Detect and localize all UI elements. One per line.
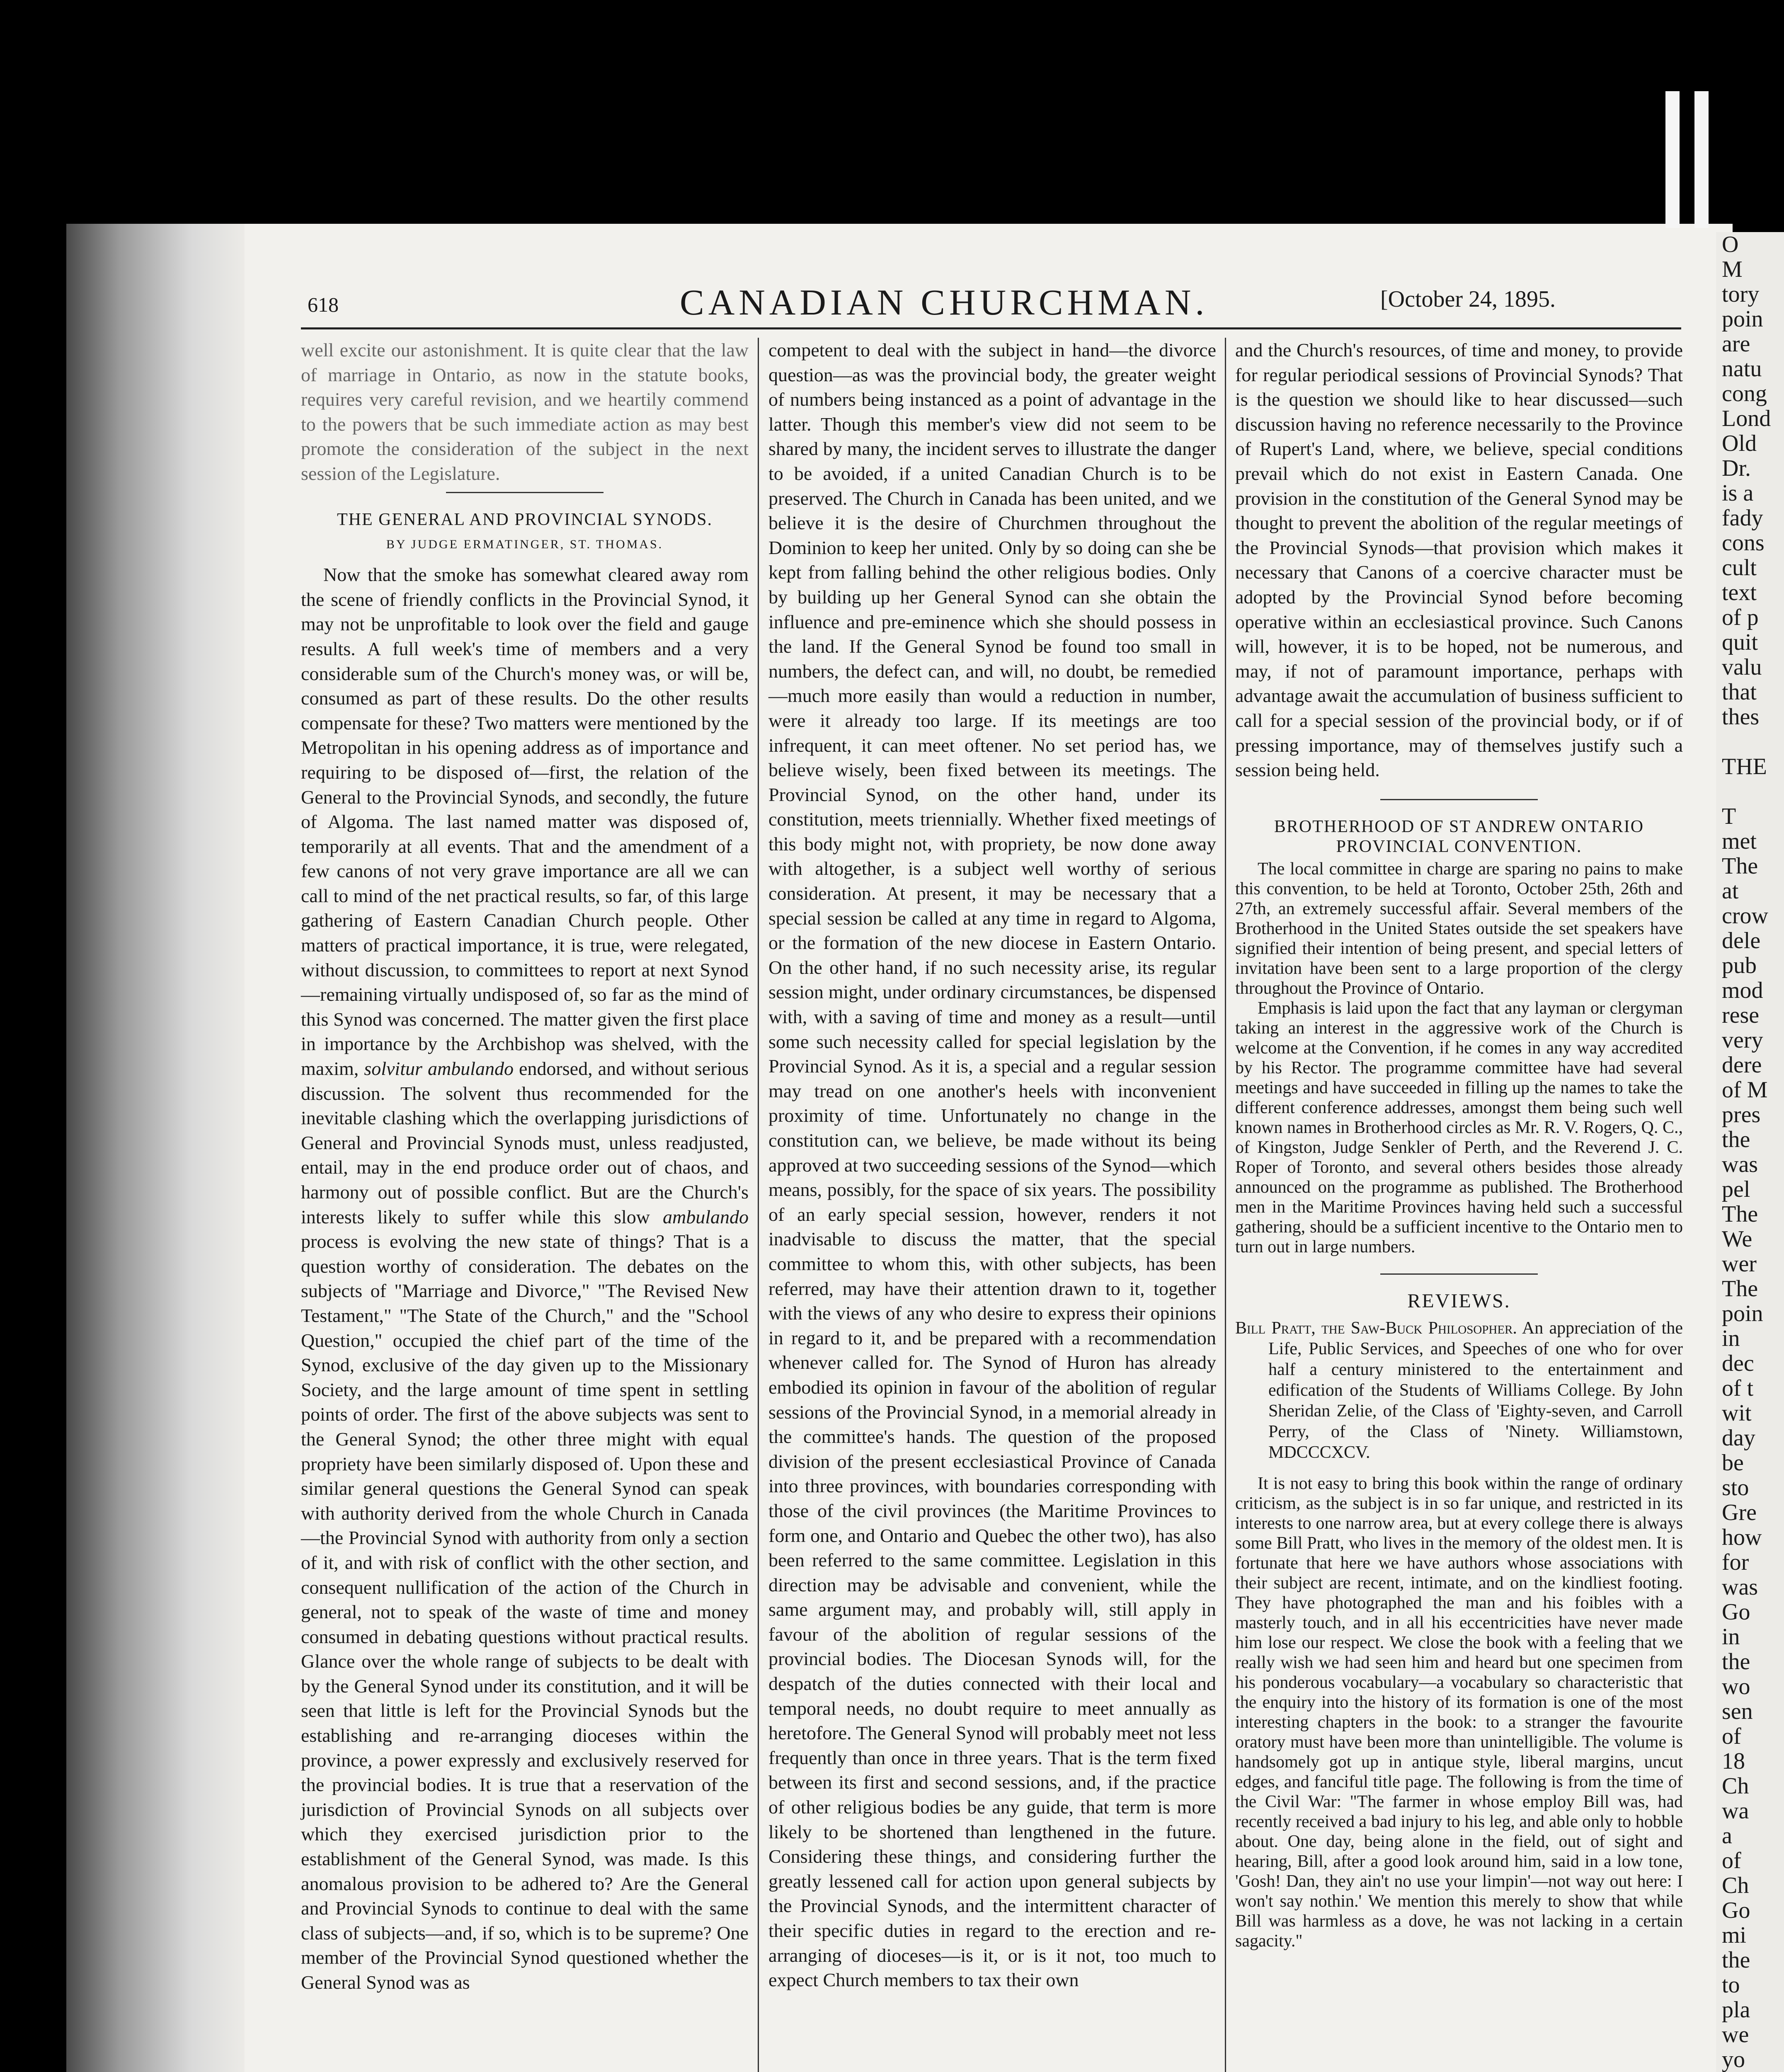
adjacent-page-text: rese	[1722, 1002, 1760, 1028]
adjacent-page-text: The	[1722, 1276, 1758, 1302]
masthead-title: CANADIAN CHURCHMAN.	[680, 283, 1209, 323]
adjacent-page-text: Lond	[1722, 406, 1771, 431]
issue-date: [October 24, 1895.	[1380, 286, 1556, 312]
brotherhood-paragraph: Emphasis is laid upon the fact that any layman or clergyman taking an interest in the aggressive work of the Church is welcome at the Convention, if he comes in any way accredited by his Rector. The programme committee have had several meetings and have succeeded in filling up the names to take the different conference addresses, amongst them being such well known names in Brotherhood circles as Mr. R. V. Rogers, Q. C., of Kingston, Judge Senkler of Perth, and the Reverend J. C. Roper of Toronto, and several others besides those already announced on the programme as published. The Brotherhood men in the Maritime Provinces having held such a successful gathering, should be a sufficient incentive to the Ontario men to turn out in large numbers.	[1235, 998, 1683, 1256]
column-2	[768, 338, 1216, 1992]
adjacent-page-text: wer	[1722, 1251, 1757, 1277]
adjacent-page-text: 18	[1722, 1748, 1745, 1774]
adjacent-page-text: be	[1722, 1450, 1744, 1476]
adjacent-page-text: thes	[1722, 704, 1760, 730]
article-separator	[446, 492, 604, 493]
review-body: It is not easy to bring this book within the range of ordinary criticism, as the subject is in so far unique, and restricted in its interests to one narrow area, but at every college there is always some Bill Pratt, who lives in the memory of the oldest men. It is fortunate that here we have authors whose associations with their subject are recent, intimate, and on the kindliest footing. They have photographed the man and his foibles with a masterly touch, and in all his eccentricities have never made him lose our respect. We close the book with a feeling that we really wish we had seen him and heard but one specimen from his ponderous vocabulary—a vocabulary so characteristic that the enquiry into the history of its formation is one of the most interesting chapters in the book: to a stranger the favourite oratory must have been more than unintelligible. The volume is handsomely got up in antique style, liberal margins, uncut edges, and fanciful title page. The following is from the time of the Civil War: "The farmer in whose employ Bill was, had recently received a bad injury to his leg, and able only to hobble about. One day, being alone in the field, out of sight and hearing, Bill, after a good look around him, said in a low tone, 'Gosh! Dan, they ain't no use your limpin'—not way out here: I won't say nothin.' We mention this merely to show that while Bill was harmless as a dove, he was not lacking in a certain sagacity."	[1235, 1474, 1683, 1951]
page-gutter-shadow	[66, 224, 245, 2072]
adjacent-page-text: of	[1722, 1723, 1741, 1749]
column-divider	[1225, 338, 1226, 2072]
scan-marker-bar	[1665, 91, 1680, 228]
adjacent-page-text: text	[1722, 580, 1757, 605]
adjacent-page-text: Ch	[1722, 1873, 1749, 1898]
page-number: 618	[308, 293, 339, 316]
brotherhood-title: BROTHERHOOD OF ST ANDREW ONTARIO	[1274, 817, 1644, 836]
adjacent-page-text: quit	[1722, 629, 1758, 655]
adjacent-page-text: T	[1722, 804, 1736, 829]
adjacent-page-text: of M	[1722, 1077, 1768, 1103]
adjacent-page-text: natu	[1722, 356, 1762, 382]
adjacent-page-text: Old	[1722, 431, 1757, 456]
adjacent-page-text: of t	[1722, 1375, 1754, 1401]
adjacent-page-text: the	[1722, 1127, 1750, 1152]
adjacent-page-text: pres	[1722, 1102, 1761, 1128]
carryover-paragraph: well excite our astonishment. It is quite clear that the law of marriage in Ontario, as now in the statute books, requires very careful revision, and we heartily commend to the powers that be such immediate action as may best promote the consideration of the subject in the next session of the Legislature.	[301, 339, 749, 484]
adjacent-page-text: yo	[1722, 2047, 1745, 2072]
adjacent-page-text: in	[1722, 1326, 1740, 1351]
adjacent-page-text: of	[1722, 1848, 1741, 1874]
adjacent-page-text: how	[1722, 1525, 1762, 1550]
adjacent-page-text: poin	[1722, 306, 1763, 332]
adjacent-page-text: the	[1722, 1947, 1750, 1973]
column-3	[1235, 338, 1683, 1951]
adjacent-page-text: We	[1722, 1226, 1752, 1252]
adjacent-page-text: THE	[1722, 754, 1767, 779]
adjacent-page-text: was	[1722, 1152, 1758, 1177]
adjacent-page-text: sto	[1722, 1475, 1749, 1501]
adjacent-page-text: The	[1722, 853, 1758, 879]
adjacent-page-text: Ch	[1722, 1773, 1749, 1799]
adjacent-page-text: cons	[1722, 530, 1765, 556]
adjacent-page-text: in	[1722, 1624, 1740, 1650]
adjacent-page-text: mi	[1722, 1922, 1747, 1948]
adjacent-page-text: very	[1722, 1027, 1763, 1053]
adjacent-page-text: tory	[1722, 281, 1760, 307]
adjacent-page-text: dec	[1722, 1351, 1754, 1376]
adjacent-page-text: dere	[1722, 1052, 1762, 1078]
adjacent-page-text: cong	[1722, 381, 1767, 407]
adjacent-page-text: the	[1722, 1649, 1750, 1675]
adjacent-page-text: wit	[1722, 1400, 1752, 1426]
adjacent-page-text: cult	[1722, 555, 1757, 581]
adjacent-page-text: crow	[1722, 903, 1768, 929]
article-body: Now that the smoke has somewhat cleared away rom the scene of friendly conflicts in the Provincial Synod, it may not be unprofitable to look over the field and gauge results. A full week's time of members and a very considerable sum of the Church's money was, or will be, consumed as part of these results. Do the other results compensate for these? Two matters were mentioned by the Metropolitan in his opening address as of importance and requiring to be disposed of—first, the relation of the General to the Provincial Synods, and secondly, the future of Algoma. The last named matter was disposed of, temporarily at all events. That and the amendment of a few canons of not very grave importance are all we can call to mind of the net practical results, so far, of this large gathering of Eastern Canadian Church people. Other matters of practical importance, it is true, were relegated, without discussion, to committees to report at next Synod—remaining virtually undisposed of, so far as the mind of this Synod was concerned. The matter given the first place in importance by the Archbishop was shelved, with the maxim, solvitur ambulando endorsed, and without serious discussion. The solvent thus recommended for the inevitable clashing which the overlapping jurisdictions of General and Provincial Synods must, unless readjusted, entail, may in the end produce order out of chaos, and harmony out of possible conflict. But are the Church's interests likely to suffer while this slow ambulando process is evolving the new state of things? That is a question worthy of consideration. The debates on the subjects of "Marriage and Divorce," "The Revised New Testament," "The State of the Church," and the "School Question," occupied the chief part of the time of the Synod, exclusive of the day given up to the Missionary Society, and the large amount of time spent in settling points of order. The first of the above subjects was sent to the General Synod; the other three might with equal propriety have been similarly disposed of. Upon these and similar general questions the General Synod can speak with authority derived from the whole Church in Canada—the Provincial Synod with authority from only a section of it, and with risk of conflict with the other section, and consequent nullification of the action of the Church in general, not to speak of the waste of time and money consumed in debating questions without practical results. Glance over the whole range of subjects to be dealt with by the General Synod under its constitution, and it will be seen that little is left for the Provincial Synods but the establishing and re-arranging dioceses within the province, a power expressly and exclusively reserved for the provincial bodies. It is true that a reservation of the jurisdiction of Provincial Synods on all subjects over which they exercised jurisdiction prior to the establishment of the General Synod, was made. Is this anomalous provision to be adhered to? Are the General and Provincial Synods to continue to deal with the same class of subjects—and, if so, which is to be supreme? One member of the Provincial Synod questioned whether the General Synod was as	[301, 564, 749, 1993]
article-continuation: competent to deal with the subject in hand—the divorce question—as was the provincial body, the greater weight of numbers being instanced as a point of advantage in the latter. Though this member's view did not seem to be shared by many, the incident serves to illustrate the danger to be avoided, if a united Canadian Church is to be preserved. The Church in Canada has been united, and we believe it is the desire of Churchmen throughout the Dominion to keep her united. Only by so doing can she be kept from falling behind the other religious bodies. Only by building up her General Synod can she obtain the influence and pre-eminence which she should possess in the land. If the General Synod be found too small in numbers, the defect can, and will, no doubt, be remedied—much more easily than would a reduction in number, were it already too large. If its meetings are too infrequent, it can meet oftener. No set period has, we believe wisely, been fixed between its meetings. The Provincial Synod, on the other hand, under its constitution, meets triennially. Whether fixed meetings of this body might not, with propriety, be now done away with altogether, is a subject well worthy of serious consideration. At present, it may be necessary that a special session be called at any time in regard to Algoma, or the formation of the new diocese in Eastern Ontario. On the other hand, if no such necessity arise, its regular session might, under ordinary circumstances, be dispensed with, with a saving of time and money as a result—until some such necessity called for special legislation by the Provincial Synod. As it is, a special and a regular session may tread on one another's heels with inconvenient proximity of time. Unfortunately no change in the constitution can, we believe, be made without its being approved at two succeeding sessions of the Synod—which means, possibly, for the space of six years. The possibility of an early special session, however, renders it not inadvisable to discuss the matter, that the special committee to whom this, with other subjects, has been referred, may have their attention drawn to it, together with the views of any who desire to express their opinions in regard to it, and be prepared with a recommendation whenever called for. The Synod of Huron has already embodied its opinion in favour of the abolition of regular sessions of the Provincial Synod, in a memorial already in the committee's hands. The question of the proposed division of the present ecclesiastical Province of Canada into three provinces, with boundaries corresponding with those of the civil provinces (the Maritime Provinces to form one, and Ontario and Quebec the other two), has also been referred to the same committee. Legislation in this direction may be advisable and convenient, while the same argument may, and probably will, still apply in favour of the abolition of regular sessions of the provincial bodies. The Diocesan Synods will, for the despatch of the duties connected with their local and temporal needs, no doubt require to meet annually as heretofore. The General Synod will probably meet not less frequently than once in three years. That is the term fixed between its first and second sessions, and, if the practice of other religious bodies be any guide, that term is more likely to be shortened than lengthened in the future. Considering these things, and considering further the greatly lessened call for action upon general subjects by the Provincial Synods, and the intermittent character of their specific duties in regard to the erection and re-arranging of dioceses—is it, or is it not, too much to expect Church members to tax their own	[768, 339, 1216, 1991]
adjacent-page-text: at	[1722, 878, 1739, 904]
review-citation: Bill Pratt, the Saw-Buck Philosopher. An appreciation of the Life, Public Services, and Speeches of one who for over half a century ministered to the entertainment and edification of the Students of Williams College. By John Sheridan Zelie, of the Class of 'Eighty-seven, and Carroll Perry, of the Class of 'Ninety. Williamstown, MDCCCXCV.	[1235, 1318, 1683, 1462]
column-1	[301, 338, 749, 1995]
adjacent-page-text: fady	[1722, 505, 1763, 531]
adjacent-page-text	[1722, 729, 1784, 754]
adjacent-page-text: Go	[1722, 1599, 1750, 1625]
adjacent-page-text: that	[1722, 679, 1757, 705]
article-title: THE GENERAL AND PROVINCIAL SYNODS.	[337, 510, 713, 529]
adjacent-page-text: Go	[1722, 1898, 1750, 1923]
adjacent-page-text: valu	[1722, 654, 1762, 680]
column-divider	[758, 338, 759, 2072]
adjacent-page-text: pub	[1722, 953, 1757, 978]
scan-marker-bar	[1694, 91, 1709, 228]
reviews-heading: REVIEWS.	[1407, 1290, 1511, 1312]
adjacent-page-text: day	[1722, 1425, 1755, 1451]
adjacent-page-text: M	[1722, 257, 1743, 282]
header-rule	[301, 327, 1681, 329]
section-separator	[1380, 1273, 1538, 1275]
adjacent-page-text: poin	[1722, 1301, 1763, 1326]
adjacent-page-text: mod	[1722, 978, 1763, 1003]
adjacent-page-text: Gre	[1722, 1500, 1757, 1525]
adjacent-page-text: wo	[1722, 1674, 1750, 1699]
adjacent-page-text: wa	[1722, 1798, 1749, 1824]
brotherhood-paragraph: The local committee in charge are sparing no pains to make this convention, to be held at Toronto, October 25th, 26th and 27th, an extremely successful affair. Several members of the Brotherhood in the United States outside the set speakers have signified their intention of being present, and special letters of invitation have been sent to a large proportion of the clergy throughout the Province of Ontario.	[1235, 859, 1683, 998]
adjacent-page-text: we	[1722, 2022, 1749, 2048]
article-byline: BY JUDGE ERMATINGER, ST. THOMAS.	[386, 537, 664, 551]
adjacent-page-text: for	[1722, 1549, 1749, 1575]
adjacent-page-text: Dr.	[1722, 455, 1751, 481]
adjacent-page-text: is a	[1722, 480, 1754, 506]
adjacent-page-text: met	[1722, 828, 1757, 854]
adjacent-page-text: pel	[1722, 1176, 1750, 1202]
adjacent-page-text: are	[1722, 331, 1750, 357]
adjacent-page-text	[1722, 779, 1784, 804]
adjacent-page-text: a	[1722, 1823, 1732, 1849]
article-conclusion: and the Church's resources, of time and money, to provide for regular periodical sessions of Provincial Synods? That is the question we should like to hear discussed—such discussion having no reference necessarily to the Province of Rupert's Land, where, we believe, special conditions prevail which do not exist in Eastern Canada. One provision in the constitution of the General Synod may be thought to prevent the abolition of the regular meetings of the Provincial Synods—that provision which makes it necessary that Canons of a coercive character must be adopted by the Provincial Synod before becoming operative within an ecclesiastical province. Such Canons will, however, it is to be hoped, not be numerous, and may, if not of paramount importance, perhaps with advantage await the accumulation of business sufficient to call for a special session of the provincial body, or if of pressing importance, may of themselves justify such a session being held.	[1235, 339, 1683, 781]
adjacent-page-text: to	[1722, 1972, 1740, 1998]
adjacent-page-fragment	[1716, 232, 1784, 2072]
adjacent-page-text: dele	[1722, 928, 1761, 954]
adjacent-page-text: O	[1722, 232, 1739, 257]
adjacent-page-text: of p	[1722, 605, 1759, 630]
adjacent-page-text: sen	[1722, 1699, 1753, 1724]
article-separator	[1380, 799, 1538, 800]
adjacent-page-text: The	[1722, 1201, 1758, 1227]
adjacent-page-text: was	[1722, 1574, 1758, 1600]
brotherhood-subtitle: PROVINCIAL CONVENTION.	[1336, 837, 1582, 856]
adjacent-page-text: pla	[1722, 1997, 1750, 2023]
